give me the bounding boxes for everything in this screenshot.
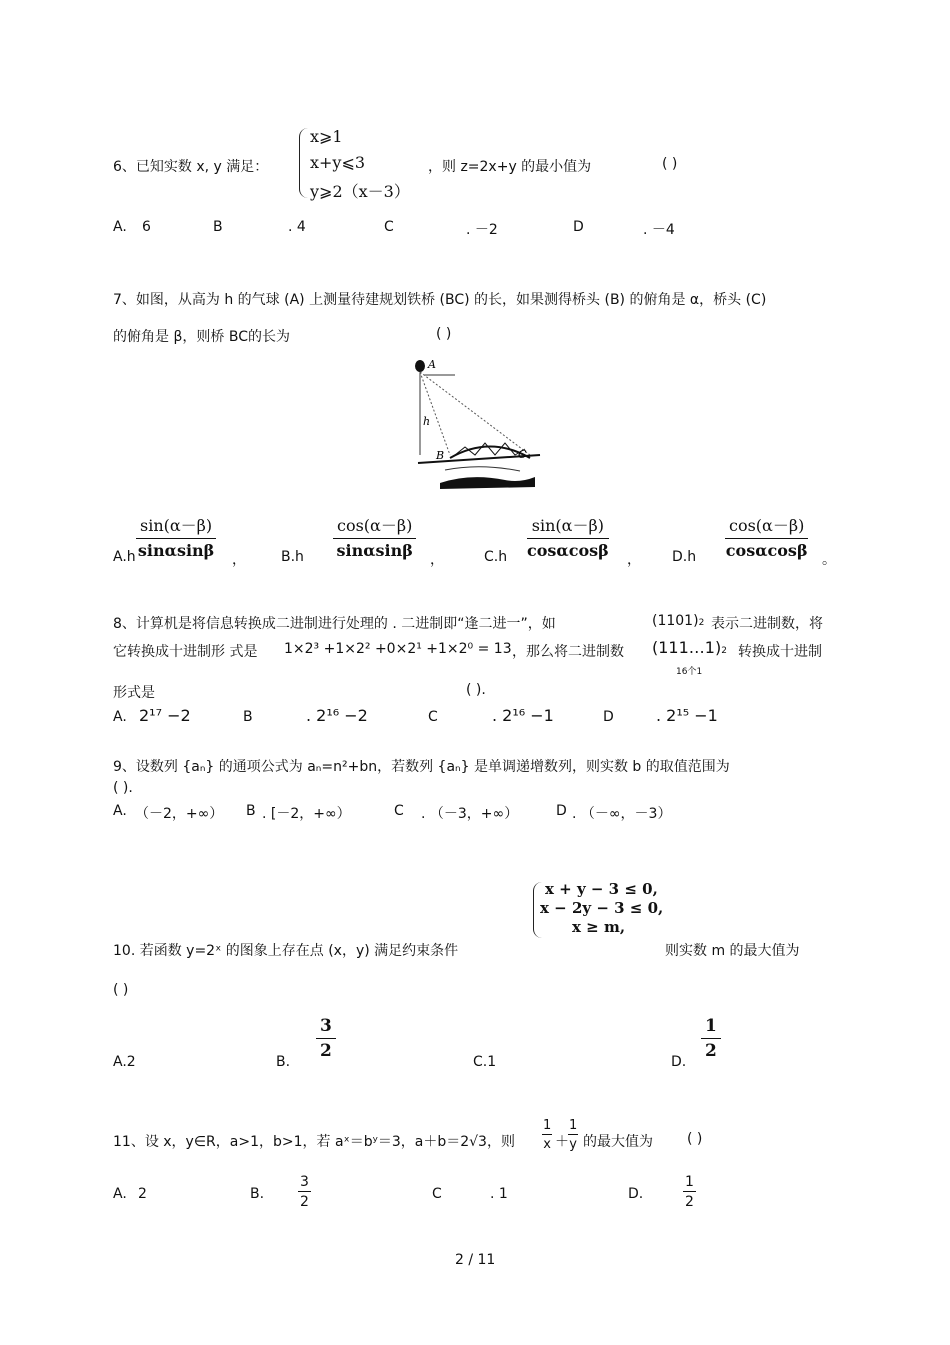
q8-binary-underbrace-label: 16个1: [676, 667, 703, 677]
balloon-bridge-figure: [410, 355, 550, 495]
q11-option-b-fraction: [298, 1174, 311, 1210]
q7-option-c-fraction: [527, 513, 609, 560]
q7-option-a-sep: ，: [232, 552, 246, 568]
q10-option-a: A.2: [113, 1054, 136, 1070]
q10-option-b-fraction: [316, 1016, 336, 1061]
q8-option-a-letter: A.: [113, 709, 127, 725]
q6-option-c-letter: C: [384, 219, 394, 235]
q9-option-a-value: （－2，+∞）: [135, 806, 224, 822]
q7-option-d-denominator: cosαcosβ: [725, 541, 808, 560]
q11-option-b-letter: B.: [250, 1186, 265, 1202]
q10-option-b-numerator: 3: [316, 1016, 336, 1039]
q9-line-1: 9、设数列 {aₙ} 的通项公式为 aₙ=n²+bn，若数列 {aₙ} 是单调递增数列，则实数 b 的取值范围为: [113, 759, 730, 775]
q10-constraint-2: x − 2y − 3 ≤ 0,: [540, 899, 664, 917]
q7-option-d-sep: 。: [822, 552, 836, 568]
q8-example: [652, 613, 704, 629]
q8-paren: ( ).: [466, 682, 486, 698]
q7-option-d-numerator: cos(α－β): [725, 513, 808, 539]
figure-label-a: A: [428, 358, 436, 371]
q7-option-b-fraction: [333, 513, 416, 560]
q8-option-d-letter: D: [603, 709, 614, 725]
q11-stem: 11、设 x，y∈R，a>1，b>1，若 aˣ＝bʸ＝3，a＋b＝2√3，则: [113, 1134, 515, 1150]
q11-option-b-denominator: 2: [300, 1194, 309, 1210]
q6-stem-after: ，则 z=2x+y 的最小值为: [428, 159, 592, 175]
q9-option-d-value: . （－∞，－3）: [572, 806, 672, 822]
q11-paren: ( ): [687, 1131, 703, 1147]
q11-option-d-numerator: 1: [685, 1174, 694, 1190]
q8-line-2-start: 它转换成十进制形 式是: [113, 644, 258, 660]
q7-line-1: 7、如图，从高为 h 的气球 (A) 上测量待建规划铁桥 (BC) 的长，如果测得桥头 (B) 的俯角是 α，桥头 (C): [113, 292, 767, 308]
q11-expr-fraction-1: [542, 1118, 552, 1152]
q11-expr-fraction-2: [568, 1118, 578, 1152]
q8-line-1: 8、计算机是将信息转换成二进制进行处理的 . 二进制即“逢二进一”，如: [113, 616, 556, 632]
q9-option-c-value: . （－3，+∞）: [421, 806, 519, 822]
q10-stem: 10. 若函数 y=2ˣ 的图象上存在点 (x，y) 满足约束条件: [113, 943, 459, 959]
q11-option-d-denominator: 2: [685, 1194, 694, 1210]
q8-example-number: (1101): [652, 613, 699, 629]
q7-option-d-fraction: [725, 513, 808, 560]
q10-option-b-denominator: 2: [320, 1041, 332, 1061]
q6-option-d-value: . －4: [643, 222, 675, 238]
q6-option-b-letter: B: [213, 219, 223, 235]
q11-option-a-letter: A.: [113, 1186, 127, 1202]
q8-line-3: 形式是: [113, 685, 155, 701]
q9-option-b-value: . [－2，+∞）: [262, 806, 351, 822]
q8-binary: [652, 638, 727, 657]
q7-option-c-denominator: cosαcosβ: [527, 541, 609, 560]
q11-expr-numerator-1: 1: [543, 1118, 552, 1133]
q11-stem-end: 的最大值为: [583, 1134, 653, 1150]
balloon-icon: [415, 360, 425, 372]
q6-constraint-2: x+y⩽3: [310, 153, 366, 172]
q6-stem: 6、已知实数 x, y 满足：: [113, 159, 269, 175]
q7-option-c-numerator: sin(α－β): [527, 513, 609, 539]
q7-option-a-denominator: sinαsinβ: [137, 541, 215, 560]
q8-option-d-value: . 2¹⁵ −1: [656, 706, 718, 725]
q6-option-d-letter: D: [573, 219, 584, 235]
q7-option-d-letter: D.h: [672, 549, 697, 565]
q10-constraint-1: x + y − 3 ≤ 0,: [545, 880, 658, 898]
q6-constraint-1: x⩾1: [310, 127, 343, 146]
page-number: 2 / 11: [455, 1252, 496, 1268]
q8-option-c-value: . 2¹⁶ −1: [492, 706, 554, 725]
q6-paren: ( ): [662, 156, 678, 172]
q7-option-c-sep: ，: [627, 552, 641, 568]
q8-option-b-value: . 2¹⁶ −2: [306, 706, 368, 725]
q11-expr-numerator-2: 1: [569, 1118, 578, 1133]
q7-option-b-sep: ，: [430, 552, 444, 568]
q7-option-b-numerator: cos(α－β): [333, 513, 416, 539]
q7-option-b-denominator: sinαsinβ: [336, 541, 413, 560]
q8-line-2-mid: ，那么将二进制数: [512, 644, 624, 660]
q7-option-a-fraction: [136, 513, 216, 560]
q11-expr-plus: ＋: [555, 1134, 569, 1150]
q11-option-d-fraction: [683, 1174, 696, 1210]
q6-option-b-value: . 4: [288, 219, 306, 235]
q7-option-a-letter: A.h: [113, 549, 136, 565]
q11-option-c-value: . 1: [490, 1186, 508, 1202]
q10-option-d-fraction: [701, 1016, 721, 1061]
q11-option-b-numerator: 3: [300, 1174, 309, 1190]
figure-label-b: B: [436, 449, 445, 462]
q11-option-c-letter: C: [432, 1186, 442, 1202]
q6-brace: [299, 128, 308, 198]
q10-constraint-3: x ≥ m,: [572, 918, 626, 936]
figure-label-h: h: [423, 415, 431, 428]
q9-option-a-letter: A.: [113, 803, 127, 819]
q8-line-2-end: 转换成十进制: [738, 644, 822, 660]
q7-option-c-letter: C.h: [484, 549, 508, 565]
q7-line-2: 的俯角是 β，则桥 BC的长为: [113, 329, 290, 345]
q10-stem-after: 则实数 m 的最大值为: [665, 943, 800, 959]
q9-option-b-letter: B: [246, 803, 256, 819]
q6-option-a-letter: A.: [113, 219, 127, 235]
q6-constraint-3: y⩾2（x－3）: [310, 182, 410, 201]
q8-option-c-letter: C: [428, 709, 438, 725]
q7-paren: ( ): [436, 326, 452, 342]
q9-line-2: ( ).: [113, 780, 133, 796]
q10-option-b-letter: B.: [276, 1054, 291, 1070]
q11-expr-denominator-2: y: [569, 1137, 577, 1152]
q9-option-c-letter: C: [394, 803, 404, 819]
q10-option-d-letter: D.: [671, 1054, 687, 1070]
q8-example-base: 2: [698, 618, 705, 628]
q8-expansion: 1×2³ +1×2² +0×2¹ +1×2⁰ = 13: [284, 641, 512, 657]
figure-label-c: C: [518, 448, 527, 461]
q10-paren: ( ): [113, 982, 129, 998]
q7-option-a-numerator: sin(α－β): [136, 513, 216, 539]
q11-option-d-letter: D.: [628, 1186, 644, 1202]
q8-binary-digits: (111…1): [652, 638, 722, 657]
q10-option-d-denominator: 2: [705, 1041, 717, 1061]
q9-option-d-letter: D: [556, 803, 567, 819]
q8-option-b-letter: B: [243, 709, 253, 725]
q11-expr-denominator-1: x: [543, 1137, 551, 1152]
q10-option-d-numerator: 1: [701, 1016, 721, 1039]
q8-option-a-value: 2¹⁷ −2: [139, 706, 191, 725]
q10-option-c: C.1: [473, 1054, 497, 1070]
q6-option-c-value: . －2: [466, 222, 498, 238]
q8-binary-base: 2: [721, 646, 727, 656]
q11-option-a-value: 2: [138, 1186, 147, 1202]
q8-line-1-end: 表示二进制数，将: [711, 616, 823, 632]
q6-option-a-value: 6: [142, 219, 151, 235]
q7-option-b-letter: B.h: [281, 549, 304, 565]
